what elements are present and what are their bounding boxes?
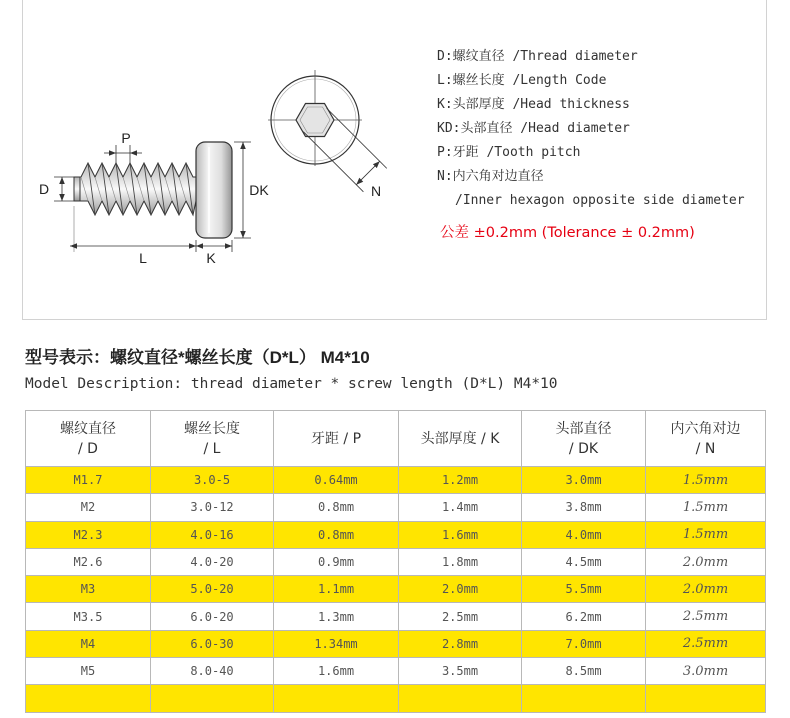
legend-head-thickness: K:头部厚度 /Head thickness bbox=[437, 97, 630, 112]
dimension-d bbox=[54, 177, 74, 201]
label-dk: DK bbox=[249, 182, 269, 198]
label-k: K bbox=[206, 250, 216, 266]
cell-head-thickness: 1.4mm bbox=[399, 494, 522, 521]
header-tooth-pitch bbox=[274, 411, 399, 467]
cell-hex-socket: 2.5mm bbox=[646, 630, 766, 657]
header-line: / DK bbox=[568, 440, 599, 457]
table-row bbox=[26, 576, 766, 603]
cell-hex-socket: 2.0mm bbox=[646, 576, 766, 603]
header-screw-length bbox=[151, 411, 274, 467]
screw-top-view bbox=[268, 70, 362, 166]
cell-screw-length bbox=[151, 685, 274, 712]
cell-thread-diameter: M2.6 bbox=[26, 548, 151, 575]
table-row bbox=[26, 467, 766, 494]
header-line: 头部厚度 / K bbox=[420, 430, 500, 447]
cell-screw-length: 8.0-40 bbox=[151, 658, 274, 685]
cell-screw-length: 6.0-30 bbox=[151, 630, 274, 657]
cell-head-diameter: 3.8mm bbox=[522, 494, 646, 521]
header-line: / L bbox=[203, 440, 221, 457]
cell-head-diameter: 4.0mm bbox=[522, 521, 646, 548]
dimension-legend bbox=[437, 45, 745, 213]
cell-hex-socket: 1.5mm bbox=[646, 494, 766, 521]
cell-hex-socket: 1.5mm bbox=[646, 467, 766, 494]
cell-tooth-pitch: 0.64mm bbox=[274, 467, 399, 494]
cell-thread-diameter: M3.5 bbox=[26, 603, 151, 630]
screw-thread bbox=[80, 163, 196, 215]
header-thread-diameter bbox=[26, 411, 151, 467]
cell-hex-socket: 2.0mm bbox=[646, 548, 766, 575]
cell-screw-length: 3.0-12 bbox=[151, 494, 274, 521]
label-p: P bbox=[121, 130, 131, 146]
label-l: L bbox=[139, 250, 147, 266]
table-body bbox=[26, 467, 766, 713]
tolerance-note: 公差 ±0.2mm (Tolerance ± 0.2mm) bbox=[440, 225, 695, 241]
cell-head-thickness: 3.5mm bbox=[399, 658, 522, 685]
cell-head-thickness bbox=[399, 685, 522, 712]
cell-screw-length: 6.0-20 bbox=[151, 603, 274, 630]
screw-head bbox=[196, 142, 232, 238]
header-line: 螺丝长度 bbox=[184, 420, 240, 437]
cell-head-diameter: 7.0mm bbox=[522, 630, 646, 657]
cell-head-thickness: 2.8mm bbox=[399, 630, 522, 657]
table-row bbox=[26, 630, 766, 657]
spec-table bbox=[25, 410, 766, 713]
legend-tooth-pitch: P:牙距 /Tooth pitch bbox=[437, 145, 581, 160]
label-n: N bbox=[370, 183, 382, 199]
table-row bbox=[26, 494, 766, 521]
cell-tooth-pitch: 0.8mm bbox=[274, 494, 399, 521]
cell-tooth-pitch: 1.6mm bbox=[274, 658, 399, 685]
model-description-title: 型号表示：螺纹直径*螺丝长度（D*L） M4*10 bbox=[25, 348, 370, 367]
header-line: 头部直径 bbox=[555, 420, 612, 437]
legend-head-diameter: KD:头部直径 /Head diameter bbox=[437, 121, 630, 136]
cell-thread-diameter bbox=[26, 685, 151, 712]
table-header-row bbox=[26, 411, 766, 467]
cell-screw-length: 4.0-16 bbox=[151, 521, 274, 548]
cell-head-diameter: 3.0mm bbox=[522, 467, 646, 494]
cell-thread-diameter: M2.3 bbox=[26, 521, 151, 548]
screw-drawing bbox=[0, 0, 430, 300]
cell-thread-diameter: M4 bbox=[26, 630, 151, 657]
header-head-diameter bbox=[522, 411, 646, 467]
table-row bbox=[26, 603, 766, 630]
header-line: 螺纹直径 bbox=[60, 420, 116, 437]
dimension-l bbox=[70, 206, 196, 252]
cell-head-diameter: 4.5mm bbox=[522, 548, 646, 575]
legend-thread-diameter: D:螺纹直径 /Thread diameter bbox=[437, 49, 638, 64]
cell-head-thickness: 1.2mm bbox=[399, 467, 522, 494]
screw-side-view bbox=[74, 142, 232, 238]
cell-head-diameter: 8.5mm bbox=[522, 658, 646, 685]
cell-tooth-pitch bbox=[274, 685, 399, 712]
legend-hex-socket: N:内六角对边直径 bbox=[437, 169, 544, 184]
cell-thread-diameter: M1.7 bbox=[26, 467, 151, 494]
cell-hex-socket: 3.0mm bbox=[646, 658, 766, 685]
cell-screw-length: 4.0-20 bbox=[151, 548, 274, 575]
cell-hex-socket: 1.5mm bbox=[646, 521, 766, 548]
cell-tooth-pitch: 0.9mm bbox=[274, 548, 399, 575]
table-row-empty bbox=[26, 685, 766, 712]
cell-thread-diameter: M2 bbox=[26, 494, 151, 521]
cell-head-thickness: 2.5mm bbox=[399, 603, 522, 630]
cell-screw-length: 3.0-5 bbox=[151, 467, 274, 494]
cell-thread-diameter: M5 bbox=[26, 658, 151, 685]
cell-hex-socket bbox=[646, 685, 766, 712]
cell-thread-diameter: M3 bbox=[26, 576, 151, 603]
cell-tooth-pitch: 1.1mm bbox=[274, 576, 399, 603]
table-row bbox=[26, 658, 766, 685]
legend-hex-socket-en: /Inner hexagon opposite side diameter bbox=[455, 193, 745, 208]
cell-head-diameter: 5.5mm bbox=[522, 576, 646, 603]
cell-screw-length: 5.0-20 bbox=[151, 576, 274, 603]
table-row bbox=[26, 521, 766, 548]
cell-head-thickness: 1.6mm bbox=[399, 521, 522, 548]
header-line: / N bbox=[695, 440, 716, 457]
model-description-subtitle: Model Description: thread diameter * screw length (D*L) M4*10 bbox=[25, 376, 558, 392]
header-line: / D bbox=[78, 440, 98, 457]
cell-head-thickness: 1.8mm bbox=[399, 548, 522, 575]
header-hex-socket bbox=[646, 411, 766, 467]
cell-tooth-pitch: 1.3mm bbox=[274, 603, 399, 630]
label-d: D bbox=[38, 181, 50, 197]
header-line: 牙距 / P bbox=[310, 430, 362, 447]
cell-head-diameter: 6.2mm bbox=[522, 603, 646, 630]
header-head-thickness bbox=[399, 411, 522, 467]
cell-hex-socket: 2.5mm bbox=[646, 603, 766, 630]
header-line: 内六角对边 bbox=[670, 420, 741, 437]
cell-tooth-pitch: 0.8mm bbox=[274, 521, 399, 548]
dimension-p bbox=[104, 145, 142, 163]
cell-tooth-pitch: 1.34mm bbox=[274, 630, 399, 657]
cell-head-diameter bbox=[522, 685, 646, 712]
legend-length-code: L:螺丝长度 /Length Code bbox=[437, 73, 607, 88]
table-row bbox=[26, 548, 766, 575]
cell-head-thickness: 2.0mm bbox=[399, 576, 522, 603]
